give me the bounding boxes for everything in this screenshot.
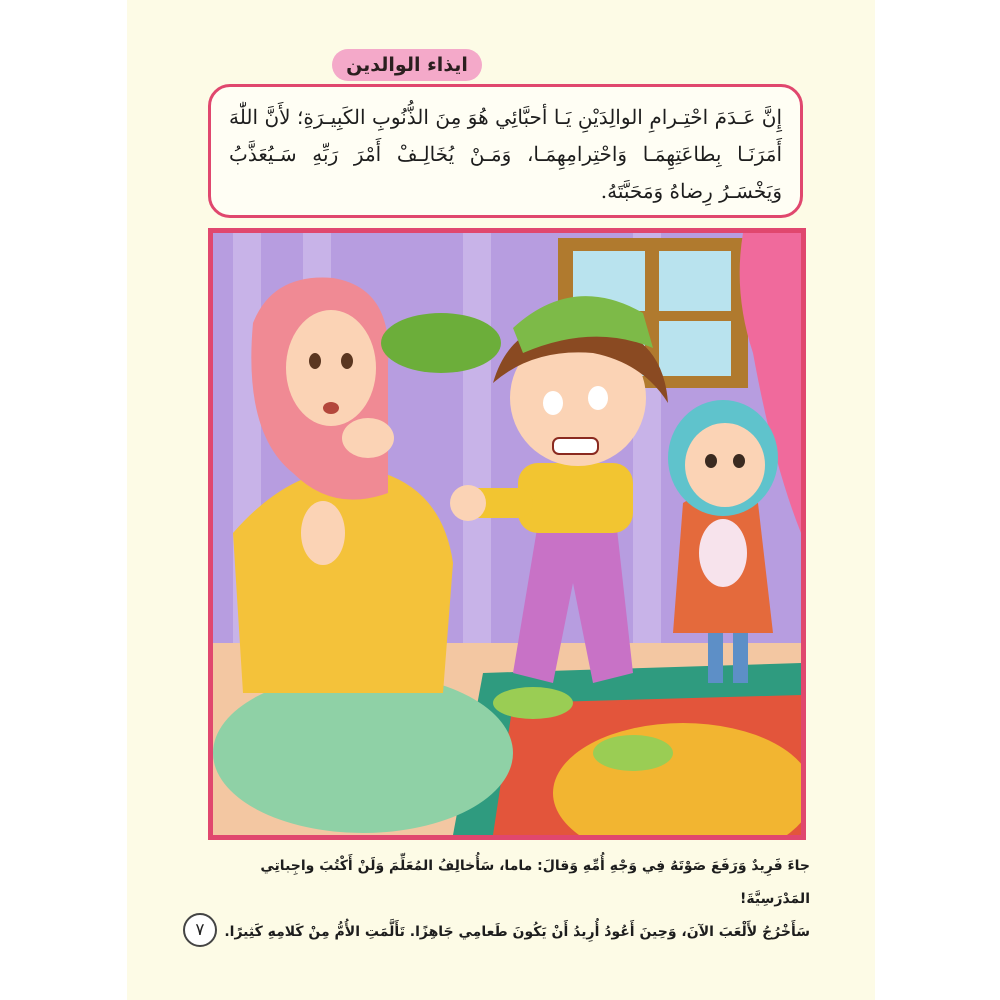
boy-cap-brim: [381, 313, 501, 373]
mother-dress: [233, 469, 453, 693]
mother-eye: [309, 353, 321, 369]
boy-shoe: [593, 735, 673, 771]
intro-text-box: [208, 84, 803, 218]
girl-leg: [733, 633, 748, 683]
boy-mouth: [553, 438, 598, 454]
girl-eye: [705, 454, 717, 468]
story-illustration: [208, 228, 806, 840]
boy-eye: [588, 386, 608, 410]
page-title: [332, 49, 482, 81]
intro-text: إِنَّ عَـدَمَ احْتِـرامِ الوالِدَيْنِ يَـا أحبَّائِي هُوَ مِنَ الذُّنُوبِ الكَبِيـرَةِ؛ لأَنَّ اللّٰهَ أَمَرَنَـا بِطاعَتِهِمَـا وَاحْتِرامِهِمَـا، وَمَـنْ يُخَالِـفْ أَمْرَ رَبِّهِ سَـيُعَذَّبُ وَيَخْسَـرُ رِضاهُ وَمَحَبَّتَهُ.: [229, 105, 782, 203]
mother-eye: [341, 353, 353, 369]
page-number-badge: [183, 913, 217, 947]
mother-mouth: [323, 402, 339, 414]
mother-skirt: [213, 673, 513, 833]
story-line: جاءَ فَرِيدٌ وَرَفَعَ صَوْتَهُ فِي وَجْهِ أُمِّهِ وَقالَ: ماما، سَأُخالِفُ المُعَلِّمَ وَلَنْ أَكْتُبَ واجِباتِي المَدْرَسِيَّةَ!: [260, 858, 810, 907]
boy-pointing-hand: [450, 485, 486, 521]
boy-sweater: [518, 463, 633, 533]
boy-eye: [543, 391, 563, 415]
girl-face: [685, 423, 765, 507]
page-number: ٧: [195, 920, 205, 940]
girl-leg: [708, 633, 723, 683]
story-line: سَأَخْرُجُ لأَلْعَبَ الآنَ، وَحِينَ أَعُودُ أُرِيدُ أَنْ يَكُونَ طَعامِي جَاهِزًا. تَأَلَّمَتِ الأُمُّ مِنْ كَلامِهِ كَثِيرًا.: [224, 924, 810, 940]
mother-hand: [342, 418, 394, 458]
page-title-text: ايذاء الوالدين: [346, 54, 468, 76]
story-text: [210, 850, 810, 949]
boy-shoe: [493, 687, 573, 719]
window-pane: [659, 251, 731, 311]
toy-bunny: [699, 519, 747, 587]
girl-eye: [733, 454, 745, 468]
mother-hand: [301, 501, 345, 565]
illustration-drawing: [213, 233, 801, 835]
window-pane: [659, 321, 731, 376]
